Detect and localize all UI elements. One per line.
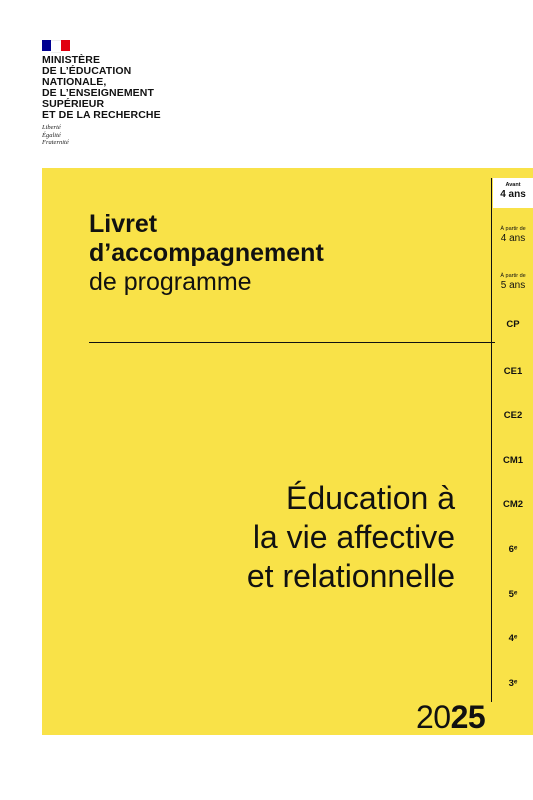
motto-line: Liberté (42, 124, 61, 131)
year-prefix: 20 (416, 699, 451, 735)
level-ce2: CE2 (503, 410, 523, 421)
title-line: d’accompagnement (89, 239, 324, 267)
ministry-line: SUPÉRIEUR (42, 98, 105, 110)
ministry-line: DE L’ENSEIGNEMENT (42, 87, 154, 99)
level-caption: Avant (505, 182, 521, 188)
ministry-line: DE L’ÉDUCATION (42, 65, 132, 77)
cover-panel (42, 168, 533, 735)
level-cm1: CM1 (502, 455, 524, 466)
ministry-line: ET DE LA RECHERCHE (42, 109, 161, 121)
level-label: 4 ans (500, 189, 526, 200)
subject-line: la vie affective (252, 519, 455, 555)
level-3e: 3ᵉ (508, 678, 518, 689)
motto-line: Égalité (42, 131, 61, 139)
subject-line: et relationnelle (246, 558, 455, 594)
french-flag-icon (42, 40, 70, 51)
level-label: 4 ans (500, 233, 526, 244)
ministry-name (42, 55, 161, 121)
level-6e: 6ᵉ (508, 544, 518, 555)
level-cm2: CM2 (502, 499, 524, 510)
publication-year (416, 699, 485, 735)
booklet-title (89, 210, 324, 297)
title-line: de programme (89, 268, 252, 296)
subject-line: Éducation à (285, 480, 455, 516)
level-a-partir-de-5-ans (493, 273, 533, 291)
year-suffix: 25 (450, 699, 486, 735)
ministry-line: NATIONALE, (42, 76, 107, 88)
level-label: 5 ans (500, 280, 526, 291)
level-5e: 5ᵉ (508, 589, 518, 600)
levels-divider (491, 178, 492, 702)
motto-line: Fraternité (42, 139, 69, 146)
subject-title (247, 479, 455, 596)
level-caption: À partir de (500, 226, 526, 232)
level-cp: CP (506, 319, 520, 330)
ministry-logo (42, 40, 161, 147)
level-ce1: CE1 (503, 366, 523, 377)
level-4e: 4ᵉ (508, 633, 518, 644)
divider (89, 342, 495, 343)
ministry-line: MINISTÈRE (42, 54, 101, 66)
level-avant-4-ans (493, 178, 533, 208)
level-a-partir-de-4-ans (493, 226, 533, 244)
level-caption: À partir de (500, 273, 526, 279)
republic-motto (42, 124, 161, 147)
title-line: Livret (89, 210, 158, 238)
